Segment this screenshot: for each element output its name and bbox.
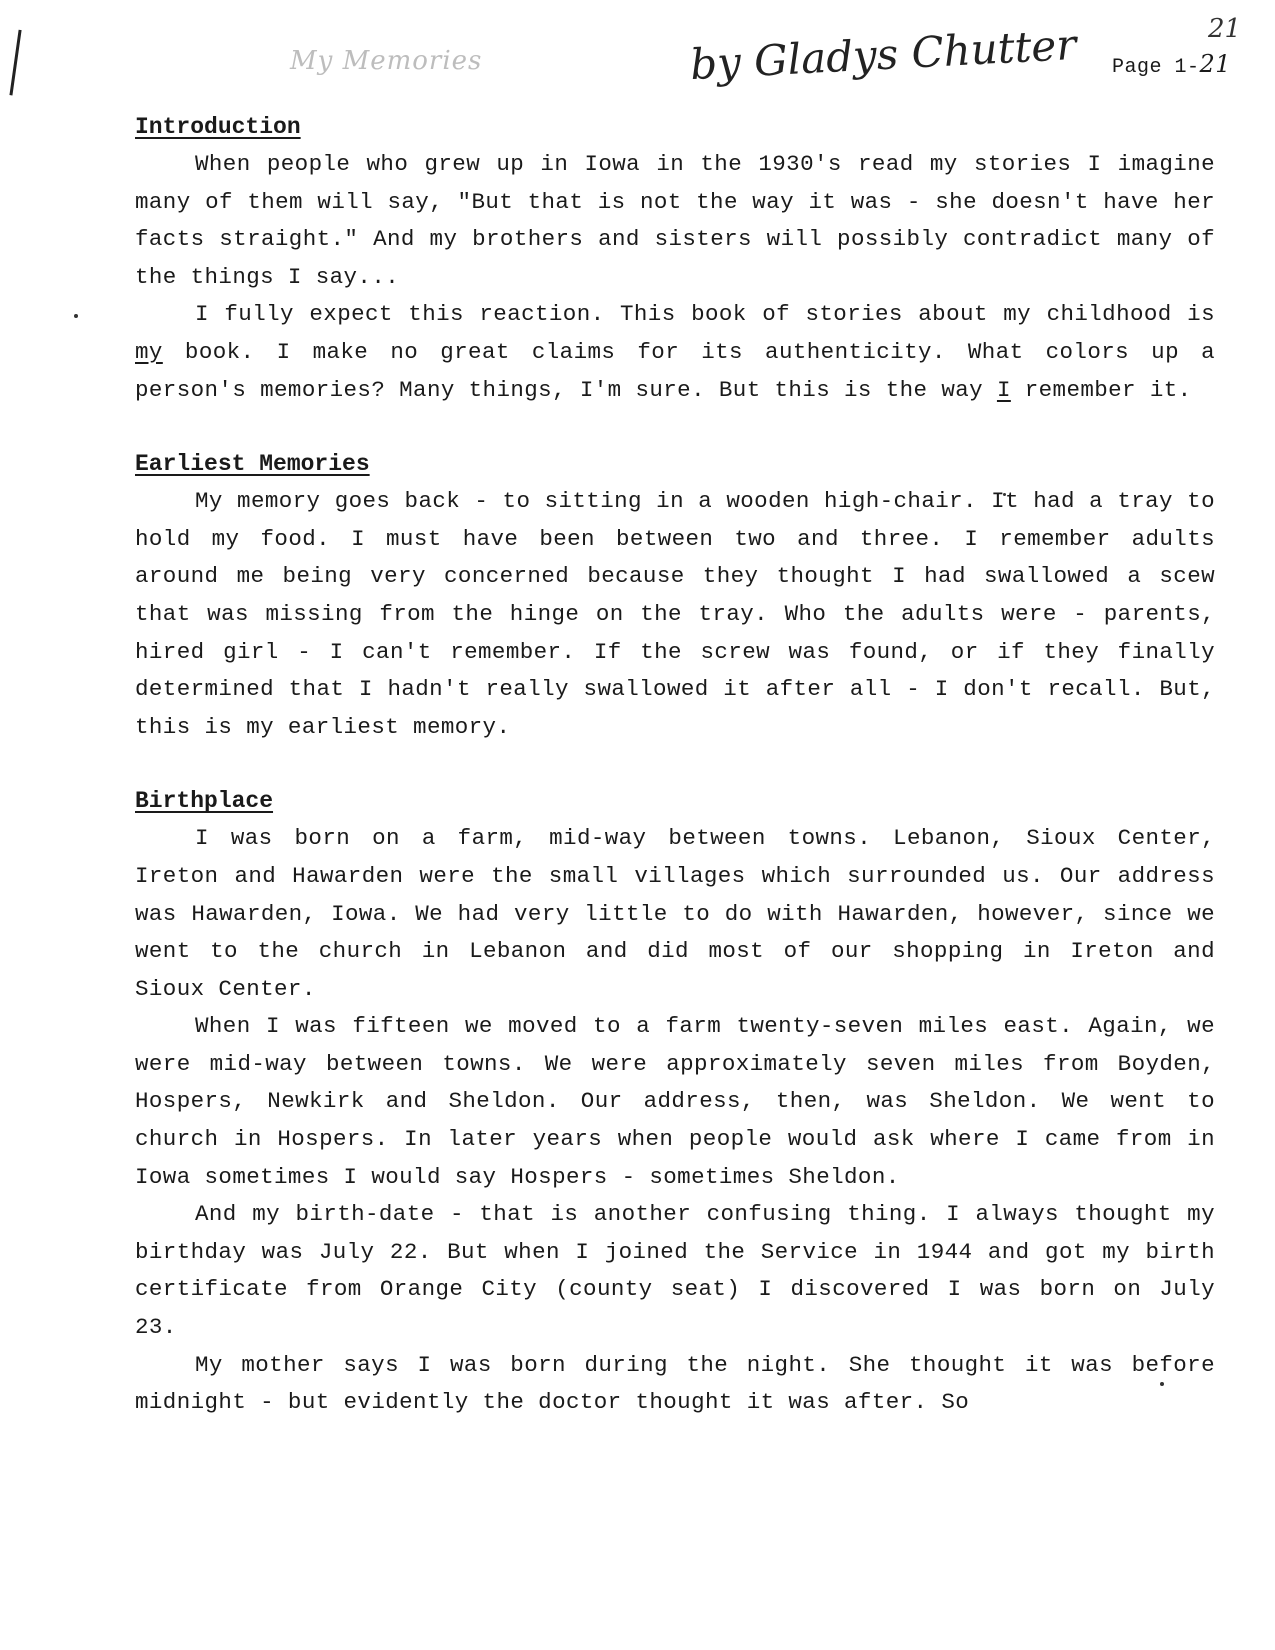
paragraph-text: I fully expect this reaction. This book of stories about my childhood is [195, 301, 1215, 328]
speck [74, 314, 78, 318]
handwritten-page-number: 21 [1208, 14, 1242, 44]
underlined-word: my [135, 338, 163, 365]
underlined-word: I [996, 376, 1011, 403]
margin-pen-mark [9, 30, 27, 97]
paragraph: When people who grew up in Iowa in the 1930's read my stories I imagine many of them will say, "But that is not the way it was - she doesn't have her facts straight." And my brothers and sisters will possibly contradict many of the things I say... [135, 151, 1215, 290]
paragraph-text: remember it. [1010, 376, 1192, 403]
faint-handwritten-note: My Memories [290, 46, 483, 76]
paragraph: I was born on a farm, mid-way between towns. Lebanon, Sioux Center, Ireton and Hawarden were the small villages which surrounded us. Our address was Hawarden, Iowa. We had very little to do with Hawarden, however, since we went to the church in Lebanon and did most of our shopping in Ireton and Sioux Center. [135, 825, 1215, 1002]
document-body [135, 108, 1215, 1458]
paragraph-text: book. I make no great claims for its authenticity. What colors up a person's memories? Many things, I'm sure. But this is the way [135, 338, 1215, 403]
page-label [1112, 50, 1231, 79]
section-earliest-memories [135, 445, 1215, 746]
handwritten-signature: by Gladys Chutter [688, 19, 1078, 90]
section-birthplace [135, 782, 1215, 1422]
paragraph: My memory goes back - to sitting in a wooden high-chair. It had a tray to hold my food. I must have been between two and three. I remember adults around me being very concerned because they thought I had swallowed a scew that was missing from the hinge on the tray. Who the adults were - parents, hired girl - I can't remember. If the screw was found, or if they finally determined that I hadn't really swallowed it after all - I don't recall. But, this is my earliest memory. [135, 488, 1215, 740]
section-heading: Introduction [135, 114, 301, 140]
paragraph [135, 296, 1215, 409]
section-heading: Earliest Memories [135, 451, 370, 478]
section-heading: Birthplace [135, 788, 274, 815]
page-label-typed: Page 1- [1112, 56, 1200, 79]
paragraph: And my birth-date - that is another confusing thing. I always thought my birthday was July 22. But when I joined the Service in 1944 and got my birth certificate from Orange City (county seat) I discovered I was born on July 23. [135, 1201, 1215, 1341]
section-introduction [135, 108, 1215, 409]
page-label-handwritten: 21 [1199, 50, 1232, 78]
paragraph: My mother says I was born during the night. She thought it was before midnight - but evidently the doctor thought it was after. So [135, 1351, 1215, 1416]
paragraph: When I was fifteen we moved to a farm twenty-seven miles east. Again, we were mid-way between towns. We were approximately seven miles from Boyden, Hospers, Newkirk and Sheldon. Our address, then, was Sheldon. We went to church in Hospers. In later years when people would ask where I came from in Iowa sometimes I would say Hospers - sometimes Sheldon. [135, 1013, 1215, 1190]
